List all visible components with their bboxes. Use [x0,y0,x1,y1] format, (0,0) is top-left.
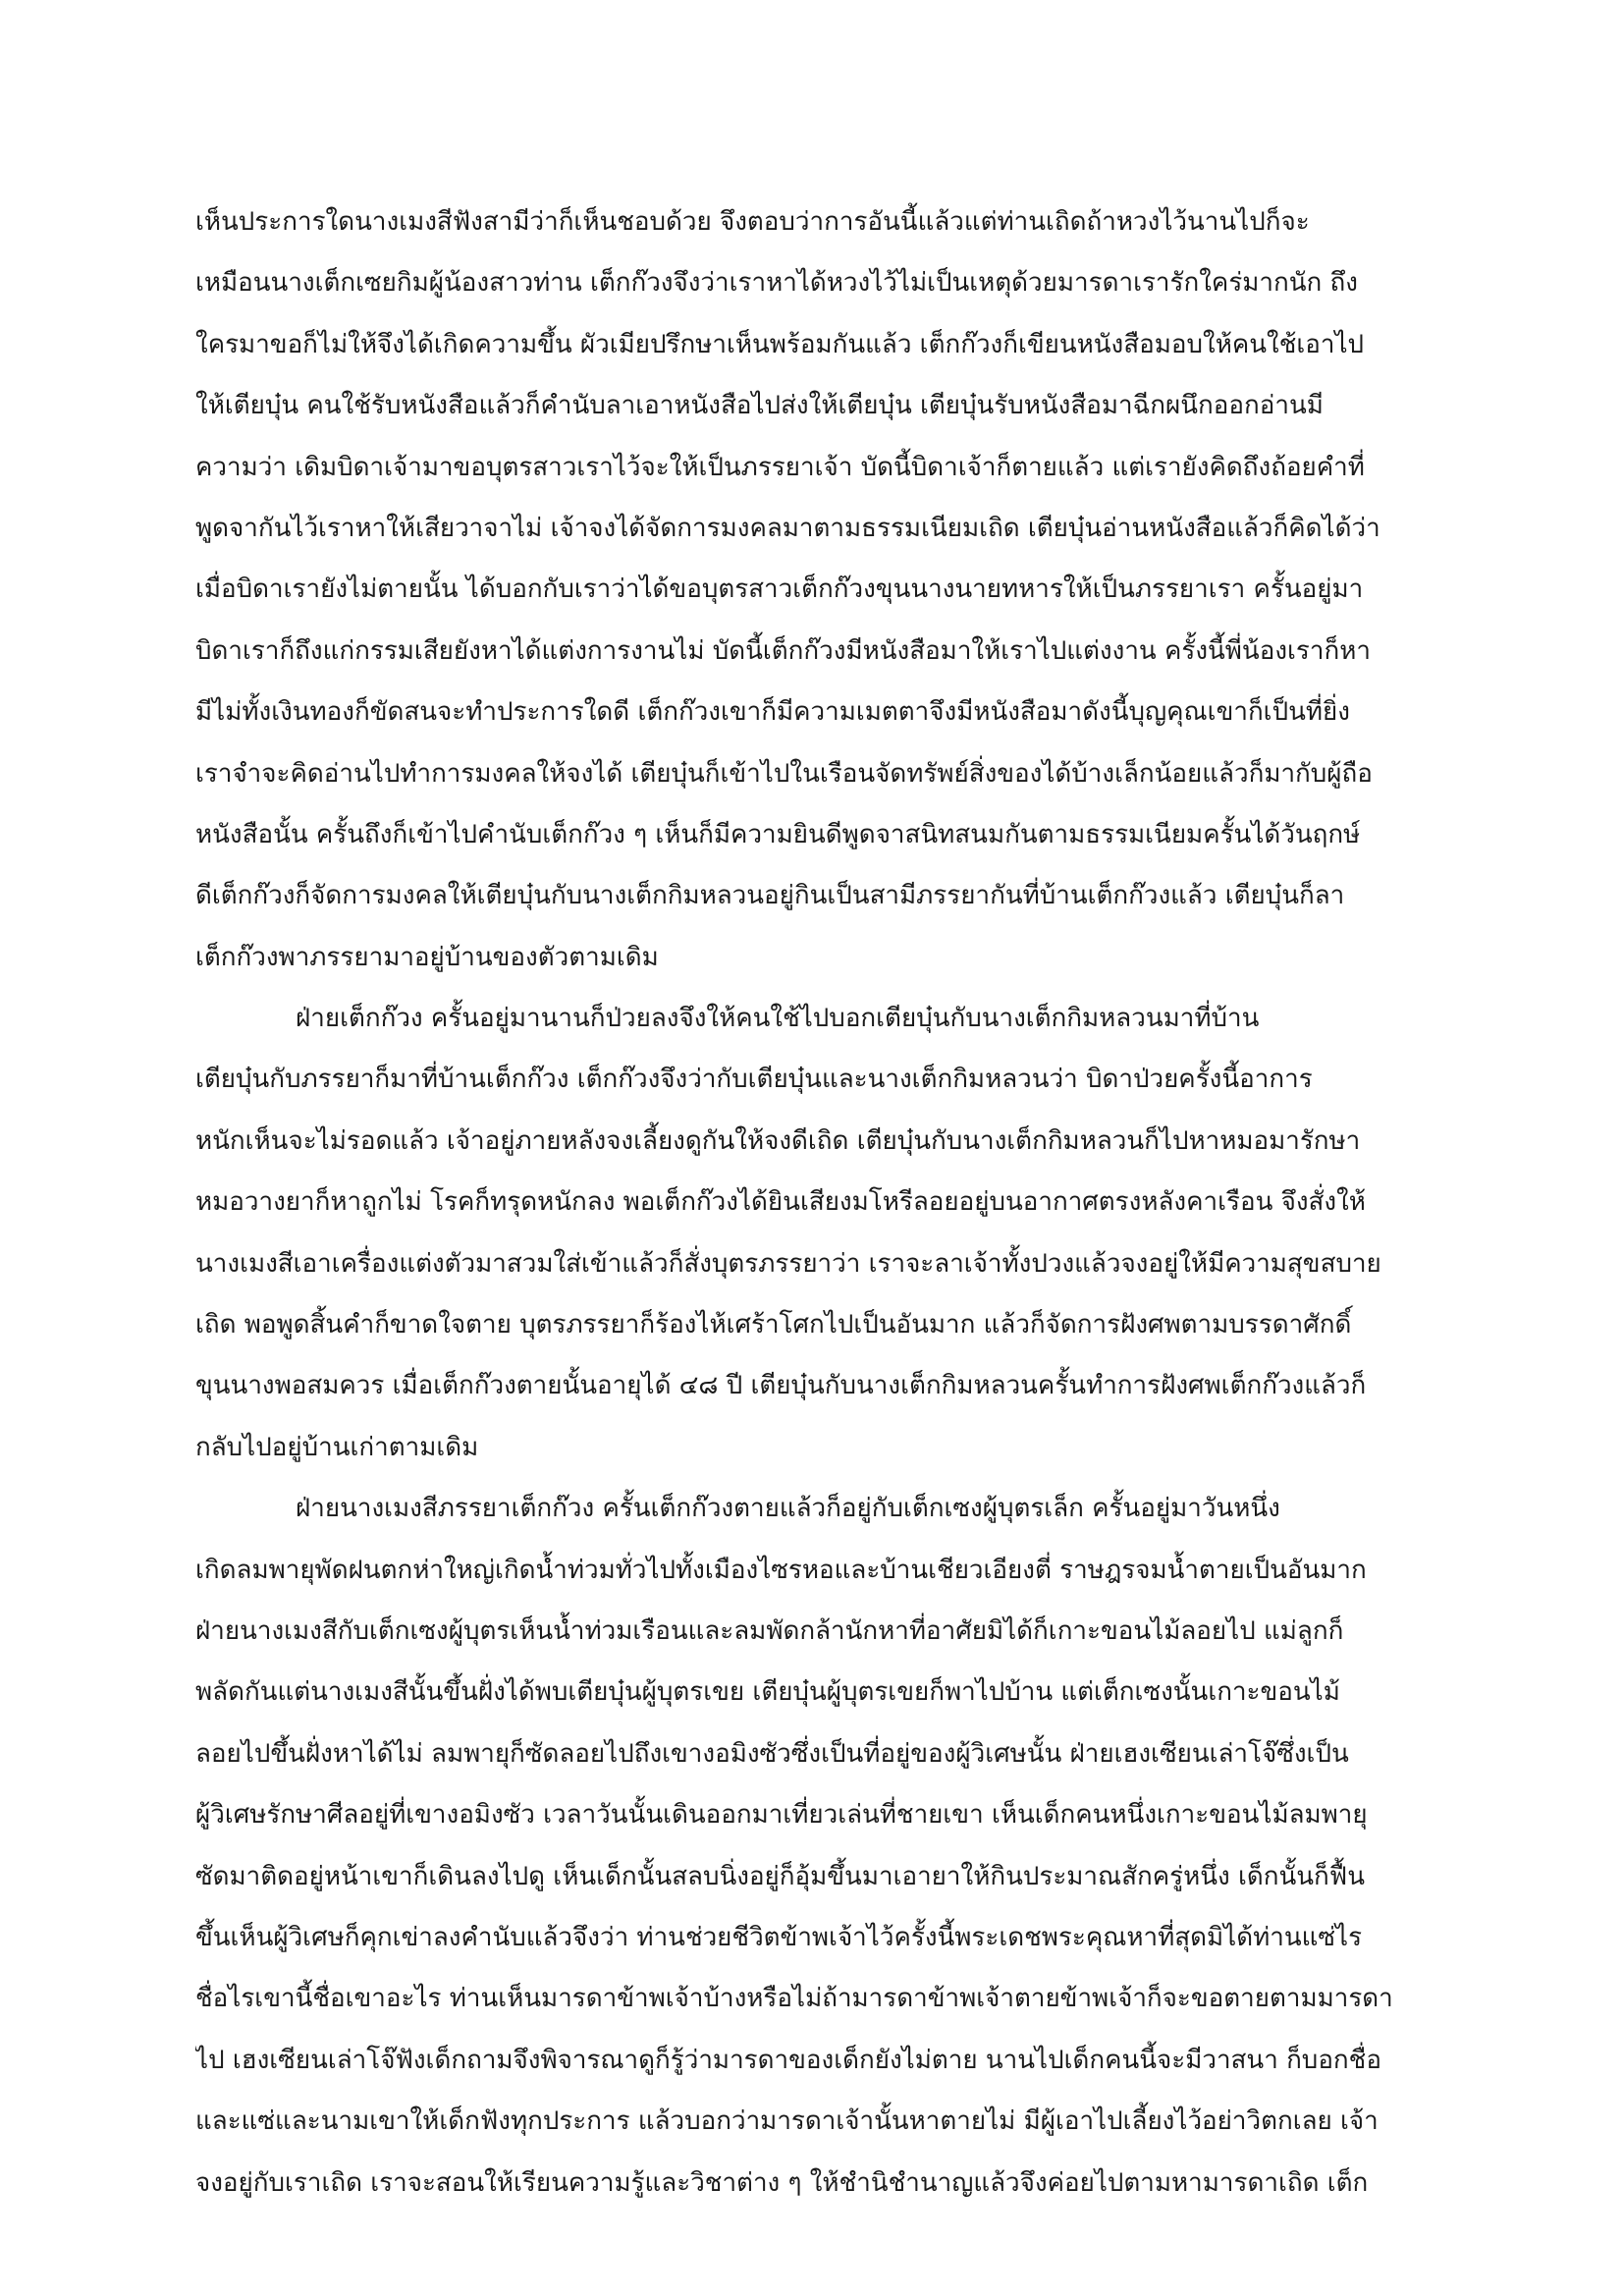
text-line: ขุนนางพอสมควร เมื่อเต็กก๊วงตายนั้นอายุได้ ๔๘ ปี เตียบุ๋นกับนางเต็กกิมหลวนครั้นทำการฝังศพเต็กก๊วงแล้วก็ [195,1371,1367,1401]
text-line-indented: ฝ่ายเต็กก๊วง ครั้นอยู่มานานก็ป่วยลงจึงให้คนใช้ไปบอกเตียบุ๋นกับนางเต็กกิมหลวนมาที่บ้าน [296,1004,1260,1034]
text-line: นางเมงสีเอาเครื่องแต่งตัวมาสวมใส่เข้าแล้วก็สั่งบุตรภรรยาว่า เราจะลาเจ้าทั้งปวงแล้วจงอยู่ให้มีความสุขสบาย [195,1248,1381,1279]
text-line: ไป เฮงเซียนเล่าโจ๊ฟังเด็กถามจึงพิจารณาดูก็รู้ว่ามารดาของเด็กยังไม่ตาย นานไปเด็กคนนี้จะมีวาสนา ก็บอกชื่อ [195,2045,1381,2075]
text-line: ให้เตียบุ๋น คนใช้รับหนังสือแล้วก็คำนับลาเอาหนังสือไปส่งให้เตียบุ๋น เตียบุ๋นรับหนังสือมาฉีกผนึกออกอ่านมี [195,391,1324,421]
text-line: เถิด พอพูดสิ้นคำก็ขาดใจตาย บุตรภรรยาก็ร้องไห้เศร้าโศกไปเป็นอันมาก แล้วก็จัดการฝังศพตามบรรดาศักดิ์ [195,1310,1352,1340]
text-line: พูดจากันไว้เราหาให้เสียวาจาไม่ เจ้าจงได้จัดการมงคลมาตามธรรมเนียมเถิด เตียบุ๋นอ่านหนังสือแล้วก็คิดได้ว่า [195,513,1380,543]
text-line: ผู้วิเศษรักษาศีลอยู่ที่เขางอมิงซัว เวลาวันนั้นเดินออกมาเที่ยวเล่นที่ชายเขา เห็นเด็กคนหนึ่งเกาะขอนไม้ลมพายุ [195,1800,1368,1831]
text-line: หนักเห็นจะไม่รอดแล้ว เจ้าอยู่ภายหลังจงเลี้ยงดูกันให้จงดีเถิด เตียบุ๋นกับนางเต็กกิมหลวนก็ไปหาหมอมารักษา [195,1125,1361,1156]
text-line: ดีเต็กก๊วงก็จัดการมงคลให้เตียบุ๋นกับนางเต็กกิมหลวนอยู่กินเป็นสามีภรรยากันที่บ้านเต็กก๊วงแล้ว เตียบุ๋นก็ลา [195,881,1345,911]
text-line: เหมือนนางเต็กเซยกิมผู้น้องสาวท่าน เต็กก๊วงจึงว่าเราหาได้หวงไว้ไม่เป็นเหตุด้วยมารดาเรารักใคร่มากนัก ถึง [195,268,1358,299]
text-line: พลัดกันแต่นางเมงสีนั้นขึ้นฝั่งได้พบเตียบุ๋นผู้บุตรเขย เตียบุ๋นผู้บุตรเขยก็พาไปบ้าน แต่เต็กเซงนั้นเกาะขอนไม้ [195,1677,1340,1708]
text-line: จงอยู่กับเราเถิด เราจะสอนให้เรียนความรู้และวิชาต่าง ๆ ให้ชำนิชำนาญแล้วจึงค่อยไปตามหามารดาเถิด เต็ก [195,2167,1369,2198]
text-line: ความว่า เดิมบิดาเจ้ามาขอบุตรสาวเราไว้จะให้เป็นภรรยาเจ้า บัดนี้บิดาเจ้าก็ตายแล้ว แต่เรายังคิดถึงถ้อยคำที่ [195,452,1365,482]
text-line: เต็กก๊วงพาภรรยามาอยู่บ้านของตัวตามเดิม [195,942,659,972]
text-line: หมอวางยาก็หาถูกไม่ โรคก็ทรุดหนักลง พอเต็กก๊วงได้ยินเสียงมโหรีลอยอยู่บนอากาศตรงหลังคาเรือน จึงสั่งให้ [195,1187,1366,1218]
text-line: ลอยไปขึ้นฝั่งหาได้ไม่ ลมพายุก็ซัดลอยไปถึงเขางอมิงซัวซึ่งเป็นที่อยู่ของผู้วิเศษนั้น ฝ่ายเฮงเซียนเล่าโจ๊ซึ่งเป็น [195,1738,1349,1769]
text-line: กลับไปอยู่บ้านเก่าตามเดิม [195,1432,479,1462]
text-line: เมื่อบิดาเรายังไม่ตายนั้น ได้บอกกับเราว่าได้ขอบุตรสาวเต็กก๊วงขุนนางนายทหารให้เป็นภรรยาเรา ครั้นอยู่มา [195,574,1364,605]
text-line: เตียบุ๋นกับภรรยาก็มาที่บ้านเต็กก๊วง เต็กก๊วงจึงว่ากับเตียบุ๋นและนางเต็กกิมหลวนว่า บิดาป่วยครั้งนี้อาการ [195,1065,1313,1095]
paragraph-2 [195,988,1446,1478]
text-line: และแซ่และนามเขาให้เด็กฟังทุกประการ แล้วบอกว่ามารดาเจ้านั้นหาตายไม่ มีผู้เอาไปเลี้ยงไว้อย่าวิตกเลย เจ้า [195,2106,1379,2137]
text-line-indented: ฝ่ายนางเมงสีภรรยาเต็กก๊วง ครั้นเต็กก๊วงตายแล้วก็อยู่กับเต็กเซงผู้บุตรเล็ก ครั้นอยู่มาวันหนึ่ง [296,1494,1280,1524]
text-line: ฝ่ายนางเมงสีกับเต็กเซงผู้บุตรเห็นน้ำท่วมเรือนและลมพัดกล้านักหาที่อาศัยมิได้ก็เกาะขอนไม้ลอยไป แม่ลูกก็ [195,1615,1344,1646]
text-line: เราจำจะคิดอ่านไปทำการมงคลให้จงได้ เตียบุ๋นก็เข้าไปในเรือนจัดทรัพย์สิ่งของได้บ้างเล็กน้อยแล้วก็มากับผู้ถือ [195,758,1373,789]
text-line: เกิดลมพายุพัดฝนตกห่าใหญ่เกิดน้ำท่วมทั่วไปทั้งเมืองไซรหอและบ้านเชียวเอียงตี่ ราษฎรจมน้ำตายเป็นอันมาก [195,1555,1367,1585]
text-line: ชื่อไรเขานี้ชื่อเขาอะไร ท่านเห็นมารดาข้าพเจ้าบ้างหรือไม่ถ้ามารดาข้าพเจ้าตายข้าพเจ้าก็จะขอตายตามมารดา [195,1984,1393,2014]
document-body [195,191,1446,2214]
paragraph-1 [195,191,1446,988]
text-line: ใครมาขอก็ไม่ให้จึงได้เกิดความขึ้น ผัวเมียปรึกษาเห็นพร้อมกันแล้ว เต็กก๊วงก็เขียนหนังสือมอบให้คนใช้เอาไป [195,329,1365,359]
text-line: มีไม่ทั้งเงินทองก็ขัดสนจะทำประการใดดี เต็กก๊วงเขาก็มีความเมตตาจึงมีหนังสือมาดังนี้บุญคุณเขาก็เป็นที่ยิ่ง [195,697,1350,728]
paragraph-3 [195,1478,1446,2214]
text-line: เห็นประการใดนางเมงสีฟังสามีว่าก็เห็นชอบด้วย จึงตอบว่าการอันนี้แล้วแต่ท่านเถิดถ้าหวงไว้นานไปก็จะ [195,207,1310,237]
text-line: หนังสือนั้น ครั้นถึงก็เข้าไปคำนับเต็กก๊วง ๆ เห็นก็มีความยินดีพูดจาสนิทสนมกันตามธรรมเนียมครั้นได้วันฤกษ์ [195,819,1361,849]
text-line: ขึ้นเห็นผู้วิเศษก็คุกเข่าลงคำนับแล้วจึงว่า ท่านช่วยชีวิตข้าพเจ้าไว้ครั้งนี้พระเดชพระคุณหาที่สุดมิได้ท่านแซ่ไร [195,1922,1363,1952]
text-line: บิดาเราก็ถึงแก่กรรมเสียยังหาได้แต่งการงานไม่ บัดนี้เต็กก๊วงมีหนังสือมาให้เราไปแต่งงาน ครั้งนี้พี่น้องเราก็หา [195,635,1371,666]
text-line: ซัดมาติดอยู่หน้าเขาก็เดินลงไปดู เห็นเด็กนั้นสลบนิ่งอยู่ก็อุ้มขึ้นมาเอายาให้กินประมาณสักครู่หนึ่ง เด็กนั้นก็ฟื้น [195,1861,1365,1891]
